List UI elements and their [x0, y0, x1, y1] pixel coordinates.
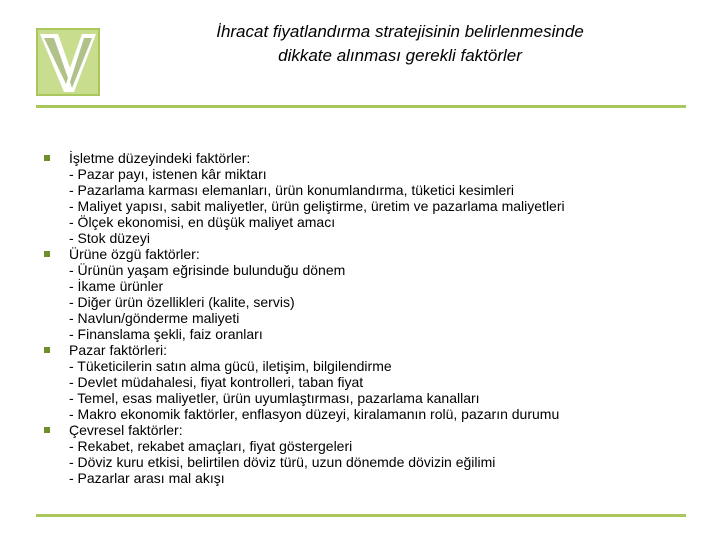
section-line: - Ölçek ekonomisi, en düşük maliyet amacı [69, 214, 336, 230]
section-line: - Pazarlama karması elemanları, ürün konumlandırma, tüketici kesimleri [69, 182, 515, 198]
section-line: - Finanslama şekli, faiz oranları [69, 326, 263, 342]
slide-title [130, 20, 670, 68]
section-line: - Navlun/gönderme maliyeti [69, 310, 240, 326]
section-line: - Tüketicilerin satın alma gücü, iletişim, bilgilendirme [69, 358, 392, 374]
section-line: - Temel, esas maliyetler, ürün uyumlaştırması, pazarlama kanalları [69, 390, 480, 406]
section-heading: Ürüne özgü faktörler: [69, 246, 200, 262]
section-heading: Pazar faktörleri: [69, 342, 168, 358]
section-heading: Çevresel faktörler: [69, 422, 183, 438]
section-line: - Diğer ürün özellikleri (kalite, servis) [69, 294, 295, 310]
list-item [44, 246, 684, 342]
bullet-list [44, 150, 684, 486]
square-bullet-icon [44, 155, 50, 161]
section-line: - Devlet müdahalesi, fiyat kontrolleri, taban fiyat [69, 374, 364, 390]
section-line: - Rekabet, rekabet amaçları, fiyat göstergeleri [69, 438, 353, 454]
section-line: - Maliyet yapısı, sabit maliyetler, ürün geliştirme, üretim ve pazarlama maliyetleri [69, 198, 565, 214]
top-divider [36, 105, 686, 108]
section-line: - Döviz kuru etkisi, belirtilen döviz türü, uzun dönemde dövizin eğilimi [69, 454, 496, 470]
section-line: - Ürünün yaşam eğrisinde bulunduğu dönem [69, 262, 346, 278]
list-item [44, 422, 684, 486]
title-line-1: İhracat fiyatlandırma stratejisinin belirlenmesinde [216, 22, 584, 41]
title-line-2: dikkate alınması gerekli faktörler [278, 46, 522, 65]
section-line: - İkame ürünler [69, 278, 164, 294]
square-bullet-icon [44, 251, 50, 257]
list-item [44, 342, 684, 422]
section-line: - Makro ekonomik faktörler, enflasyon düzeyi, kiralamanın rolü, pazarın durumu [69, 406, 560, 422]
list-item [44, 150, 684, 246]
square-bullet-icon [44, 427, 50, 433]
section-line: - Pazarlar arası mal akışı [69, 470, 225, 486]
logo-emblem [36, 28, 100, 96]
square-bullet-icon [44, 347, 50, 353]
section-line: - Stok düzeyi [69, 230, 150, 246]
bottom-divider [36, 514, 686, 517]
section-heading: İşletme düzeyindeki faktörler: [69, 150, 251, 166]
section-line: - Pazar payı, istenen kâr miktarı [69, 166, 267, 182]
